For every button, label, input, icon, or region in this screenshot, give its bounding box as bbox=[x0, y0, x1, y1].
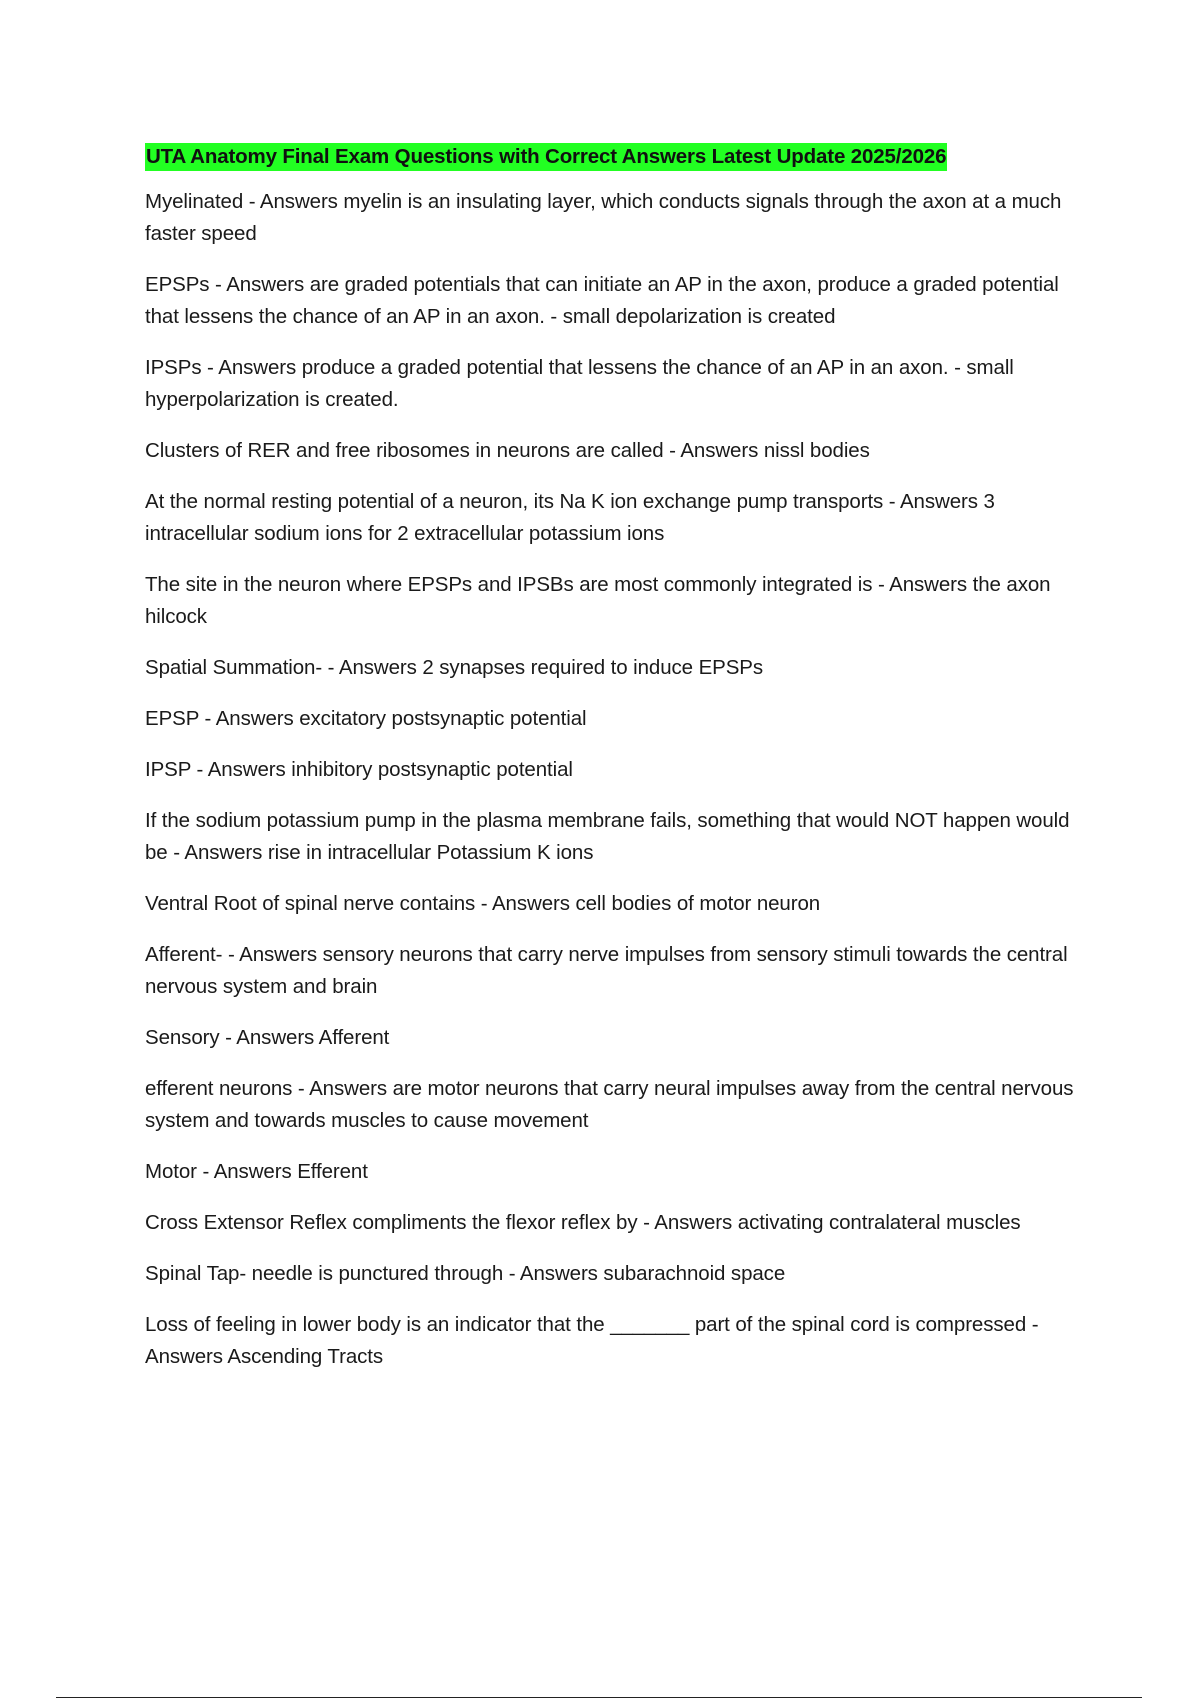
document-title: UTA Anatomy Final Exam Questions with Correct Answers Latest Update 2025/2026 bbox=[145, 143, 947, 171]
qa-entry-8: EPSP - Answers excitatory postsynaptic potential bbox=[145, 707, 587, 730]
qa-entry-12: Afferent- - Answers sensory neurons that carry nerve impulses from sensory stimuli towards the central nervous system and brain bbox=[145, 943, 1068, 998]
qa-entry-9: IPSP - Answers inhibitory postsynaptic potential bbox=[145, 758, 573, 781]
qa-entry-1: Myelinated - Answers myelin is an insulating layer, which conducts signals through the axon at a much faster speed bbox=[145, 190, 1062, 245]
qa-entry-17: Spinal Tap- needle is punctured through - Answers subarachnoid space bbox=[145, 1262, 786, 1285]
qa-entry-14: efferent neurons - Answers are motor neurons that carry neural impulses away from the central nervous system and towards muscles to cause movement bbox=[145, 1077, 1074, 1132]
qa-entry-6: The site in the neuron where EPSPs and IPSBs are most commonly integrated is - Answers the axon hilcock bbox=[145, 573, 1051, 628]
qa-entry-5: At the normal resting potential of a neuron, its Na K ion exchange pump transports - Answers 3 intracellular sodium ions for 2 extracellular potassium ions bbox=[145, 490, 995, 545]
qa-entry-15: Motor - Answers Efferent bbox=[145, 1160, 368, 1183]
qa-entry-7: Spatial Summation- - Answers 2 synapses required to induce EPSPs bbox=[145, 656, 764, 679]
qa-entry-4: Clusters of RER and free ribosomes in neurons are called - Answers nissl bodies bbox=[145, 439, 870, 462]
qa-entry-11: Ventral Root of spinal nerve contains - Answers cell bodies of motor neuron bbox=[145, 892, 821, 915]
qa-entry-2: EPSPs - Answers are graded potentials that can initiate an AP in the axon, produce a graded potential that lessens the chance of an AP in an axon. - small depolarization is created bbox=[145, 273, 1059, 328]
qa-entry-3: IPSPs - Answers produce a graded potential that lessens the chance of an AP in an axon. - small hyperpolarization is created. bbox=[145, 356, 1014, 411]
qa-list bbox=[145, 186, 1095, 1373]
qa-entry-18: Loss of feeling in lower body is an indicator that the _______ part of the spinal cord is compressed - Answers Ascending Tracts bbox=[145, 1313, 1039, 1368]
document-page bbox=[145, 143, 1095, 1392]
qa-entry-10: If the sodium potassium pump in the plasma membrane fails, something that would NOT happen would be - Answers rise in intracellular Potassium K ions bbox=[145, 809, 1070, 864]
page-footer-rule bbox=[56, 1697, 1142, 1698]
qa-entry-13: Sensory - Answers Afferent bbox=[145, 1026, 390, 1049]
qa-entry-16: Cross Extensor Reflex compliments the flexor reflex by - Answers activating contralateral muscles bbox=[145, 1211, 1021, 1234]
